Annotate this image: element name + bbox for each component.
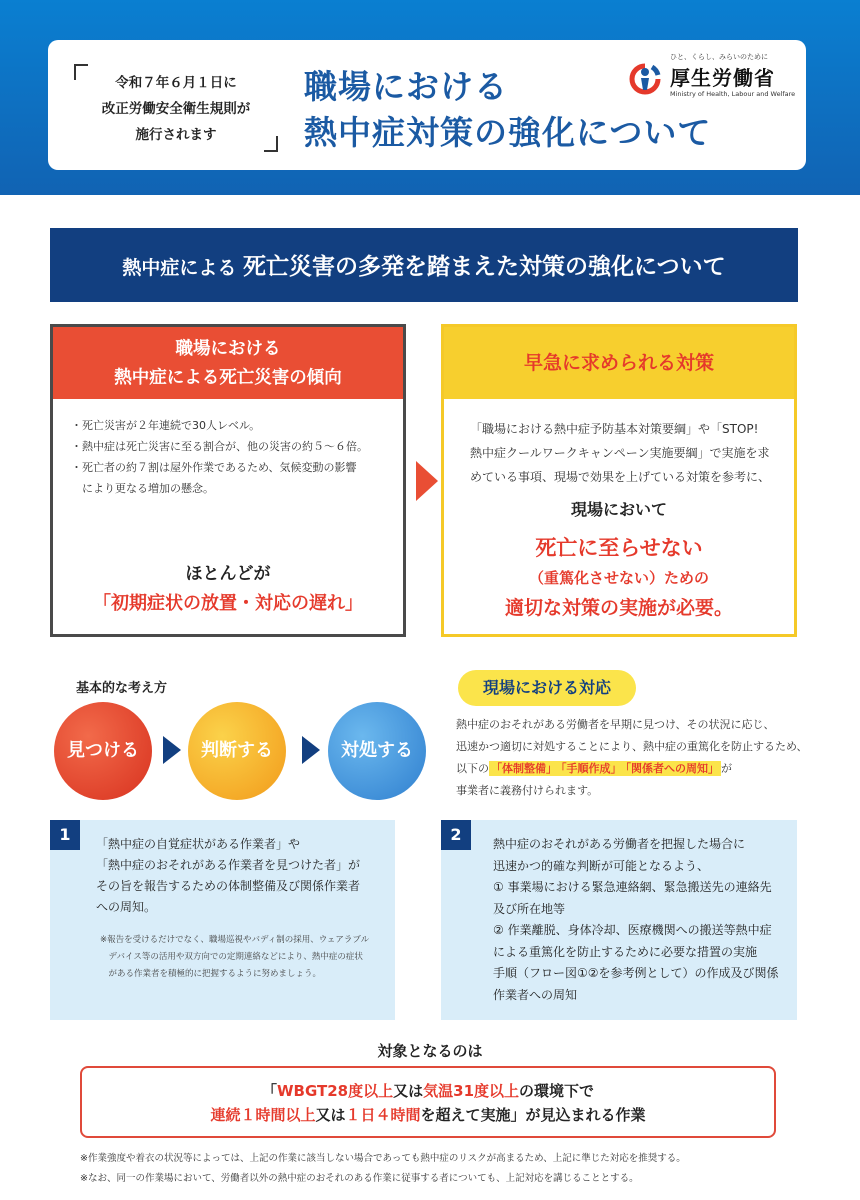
duty-highlight: 「関係者への周知」 — [625, 762, 719, 775]
trend-list — [53, 399, 403, 499]
section-title-prefix: 熱中症による — [122, 257, 237, 279]
field-prefix: 以下の — [456, 762, 489, 775]
continuous-hours-condition: 連続１時間以上 — [210, 1106, 316, 1124]
bracket-text: 「 — [261, 1082, 277, 1100]
panel-line: その旨を報告するための体制整備及び関係作業者 — [96, 879, 361, 893]
note-line: がある作業者を積極的に把握するように努めましょう。 — [100, 969, 322, 979]
panel-line: による重篤化を防止するために必要な措置の実施 — [493, 944, 758, 959]
footnote: ※なお、同一の作業場において、労働者以外の熱中症のおそれのある作業に従事する者についても、上記対応を講じることとする。 — [80, 1173, 639, 1184]
effective-date-box — [74, 64, 278, 152]
mhlw-logo — [626, 52, 796, 104]
panel-line: 手順（フロー図①②を参考例として）の作成及び関係 — [493, 966, 779, 980]
date-line: 令和７年６月１日に — [115, 75, 237, 91]
list-item: ・熱中症は死亡災害に至る割合が、他の災害の約５～６倍。 — [71, 440, 368, 453]
title-line: 熱中症対策の強化について — [304, 113, 712, 152]
emphasis-line: （重篤化させない）ための — [528, 569, 709, 587]
title-line: 職場における — [304, 67, 508, 106]
panel-line: 「熱中症の自覚症状がある作業者」や — [96, 837, 301, 851]
measures-emphasis — [444, 533, 794, 623]
or-text: 又は — [315, 1106, 346, 1124]
panel-line: への周知。 — [96, 900, 157, 914]
wbgt-condition: WBGT28度以上 — [276, 1082, 394, 1100]
field-line: 熱中症のおそれがある労働者を早期に見つけ、その状況に応じ、 — [456, 718, 775, 731]
list-item: ・死亡者の約７割は屋外作業であるため、気候変動の影響 — [71, 461, 357, 474]
step-judge: 判断する — [188, 702, 286, 800]
requirement-panel-2 — [441, 820, 797, 1020]
target-label: 対象となるのは — [377, 1042, 483, 1060]
panel-note — [100, 932, 388, 983]
note-line: ※報告を受けるだけでなく、職場巡視やバディ制の採用、ウェアラブル — [100, 935, 370, 945]
bracket-close — [264, 136, 278, 152]
daily-hours-condition: １日４時間 — [345, 1106, 421, 1124]
field-line: 事業者に義務付けられます。 — [456, 784, 599, 797]
requirement-panel-1 — [50, 820, 395, 1020]
step-arrow-icon — [163, 736, 181, 764]
step-find: 見つける — [54, 702, 152, 800]
field-line — [456, 758, 812, 780]
target-line-1 — [82, 1079, 774, 1103]
field-response-text — [456, 714, 812, 802]
or-text: 又は — [393, 1082, 424, 1100]
trend-highlight: 「初期症状の放置・対応の遅れ」 — [93, 593, 363, 614]
target-conditions-box — [80, 1066, 776, 1138]
step-arrow-icon — [302, 736, 320, 764]
measures-line: 熱中症クールワークキャンペーン実施要綱」で実施を求 — [470, 446, 770, 460]
emphasis-line: 死亡に至らせない — [535, 536, 703, 560]
logo-tagline: ひと、くらし、みらいのために — [670, 53, 768, 61]
section-title-main: 死亡災害の多発を踏まえた対策の強化について — [243, 254, 726, 280]
measures-subtitle: 現場において — [570, 500, 667, 519]
panel-number: 2 — [441, 820, 471, 850]
panel-line: 迅速かつ的確な判断が可能となるよう、 — [493, 858, 710, 873]
bracket-open — [74, 64, 88, 80]
field-suffix: が — [721, 762, 732, 775]
mhlw-logo-icon — [626, 60, 664, 98]
measures-line: めている事項、現場で効果を上げている対策を参考に、 — [470, 470, 771, 484]
measures-box — [441, 324, 797, 637]
logo-english: Ministry of Health, Labour and Welfare — [670, 90, 796, 98]
field-response-pill: 現場における対応 — [458, 670, 636, 706]
duty-highlight: 「体制整備」 — [491, 762, 557, 775]
trend-title-line: 熱中症による死亡災害の傾向 — [114, 368, 342, 388]
environment-text: の環境下で — [519, 1082, 595, 1100]
date-line: 改正労働安全衛生規則が — [101, 101, 251, 117]
panel-number: 1 — [50, 820, 80, 850]
panel-line: 作業者への周知 — [493, 987, 578, 1002]
target-line-2 — [82, 1103, 774, 1127]
date-line: 施行されます — [135, 127, 217, 143]
hero-card — [48, 40, 806, 170]
trend-title-line: 職場における — [175, 339, 281, 359]
temperature-condition: 気温31度以上 — [423, 1082, 520, 1100]
hero-banner — [0, 0, 860, 195]
list-item: により更なる増加の懸念。 — [71, 482, 214, 495]
panel-line: ① 事業場における緊急連絡網、緊急搬送先の連絡先 — [493, 880, 772, 894]
work-text: を超えて実施」が見込まれる作業 — [420, 1106, 646, 1124]
measures-body — [444, 399, 794, 489]
panel-text — [493, 834, 789, 1006]
measures-box-title: 早急に求められる対策 — [444, 327, 794, 399]
logo-name: 厚生労働省 — [670, 66, 775, 90]
note-line: デバイス等の活用や双方向での定期連絡などにより、熱中症の症状 — [100, 952, 363, 962]
basic-approach-label: 基本的な考え方 — [76, 681, 168, 696]
arrow-right-icon — [416, 461, 438, 501]
footnote: ※作業強度や着衣の状況等によっては、上記の作業に該当しない場合であっても熱中症のリスクが高まるため、上記に準じた対応を推奨する。 — [80, 1153, 686, 1164]
field-line: 迅速かつ適切に対処することにより、熱中症の重篤化を防止するため、 — [456, 740, 808, 753]
trend-subtitle: ほとんどが — [185, 564, 271, 584]
section-title — [50, 228, 798, 302]
step-respond: 対処する — [328, 702, 426, 800]
measures-line: 「職場における熱中症予防基本対策要綱」や「STOP! — [470, 422, 759, 436]
trend-box — [50, 324, 406, 637]
emphasis-line: 適切な対策の実施が必要。 — [504, 597, 733, 619]
panel-text — [96, 834, 388, 918]
panel-line: 及び所在地等 — [493, 901, 566, 916]
list-item: ・死亡災害が２年連続で30人レベル。 — [71, 419, 261, 432]
panel-line: ② 作業離脱、身体冷却、医療機関への搬送等熱中症 — [493, 923, 772, 937]
panel-line: 「熱中症のおそれがある作業者を見つけた者」が — [96, 858, 361, 872]
trend-box-title — [53, 327, 403, 399]
panel-line: 熱中症のおそれがある労働者を把握した場合に — [493, 837, 746, 851]
duty-highlight: 「手順作成」 — [561, 762, 622, 775]
